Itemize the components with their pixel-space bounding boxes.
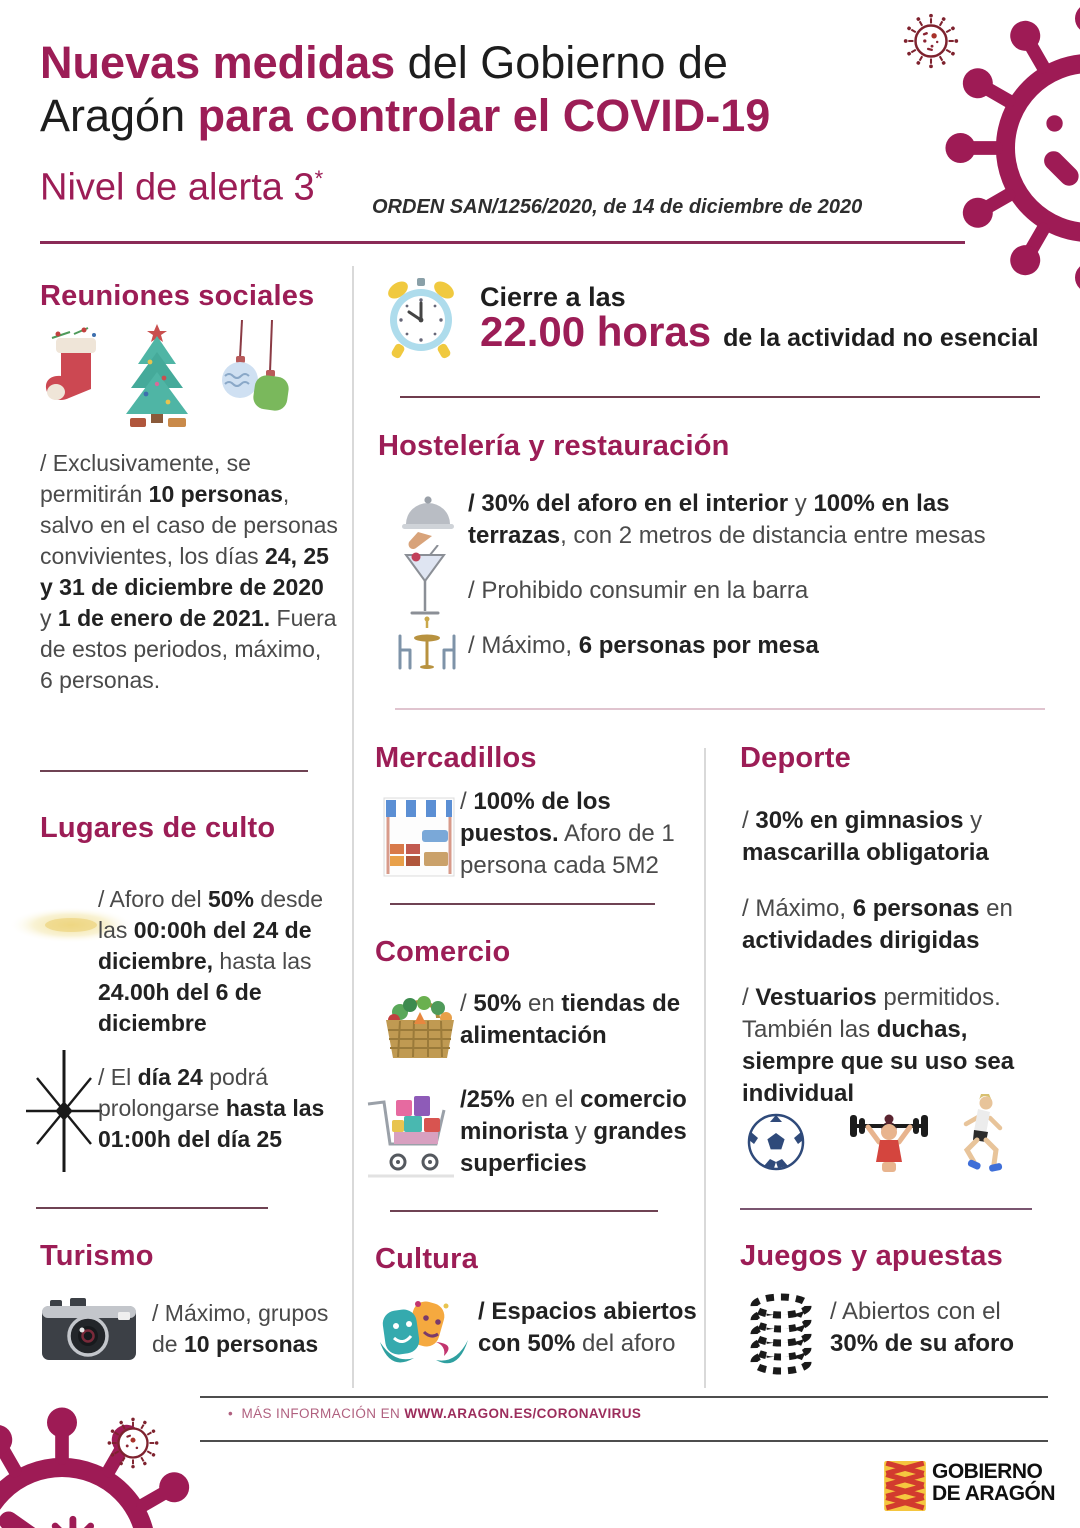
coronavirus-small-bottom-icon (104, 1414, 162, 1472)
deporte-item-2: / Máximo, 6 personas en actividades dirigidas (742, 895, 1013, 954)
section-title-cultura: Cultura (375, 1243, 478, 1275)
footer-divider-top (200, 1396, 1048, 1398)
camera-icon (40, 1296, 140, 1364)
divider (740, 1208, 1032, 1210)
section-title-reuniones: Reuniones sociales (40, 280, 315, 312)
aragon-shield-icon (884, 1461, 926, 1511)
hosteleria-item-1: / 30% del aforo en el interior y 100% en las terrazas, con 2 metros de distancia entre mesas (468, 490, 986, 549)
order-reference: ORDEN SAN/1256/2020, de 14 de diciembre de 2020 (372, 196, 863, 218)
culto-item-2: / El día 24 podrá prolongarse hasta las 01:00h del día 25 (98, 1064, 325, 1152)
section-title-hosteleria: Hostelería y restauración (378, 430, 730, 462)
ornaments-icon (212, 320, 292, 430)
divider (395, 708, 1045, 710)
weightlifter-icon (846, 1106, 932, 1176)
divider (390, 1210, 658, 1212)
turismo-item-1: / Máximo, grupos de 10 personas (152, 1300, 329, 1357)
section-title-juegos: Juegos y apuestas (740, 1240, 1003, 1272)
alert-level: Nivel de alerta 3* (40, 166, 324, 209)
reuniones-text: / Exclusivamente, se permitirán 10 personas, salvo en el caso de personas convivientes, los días 24, 25 y 31 de diciembre de 2020 y 1 de enero de 2021. Fuera de estos periodos, máximo, 6 personas. (40, 450, 338, 693)
table-chairs-icon (392, 616, 462, 674)
divider (390, 903, 655, 905)
closure-line1: Cierre a las (480, 282, 626, 312)
footer-info: • MÁS INFORMACIÓN EN WWW.ARAGON.ES/CORONAVIRUS (228, 1406, 642, 1421)
section-title-culto: Lugares de culto (40, 812, 276, 844)
comercio-item-1: / 50% en tiendas de alimentación (460, 990, 681, 1049)
comercio-item-2: /25% en el comercio minorista y grandes superficies (460, 1086, 687, 1177)
grocery-basket-icon (380, 990, 460, 1064)
column-divider-left (352, 266, 354, 1388)
cultura-item-1: / Espacios abiertos con 50% del aforo (478, 1298, 697, 1357)
market-stall-icon (382, 796, 456, 878)
logo-text: GOBIERNO DE ARAGÓN (932, 1460, 1056, 1505)
divider (40, 770, 308, 772)
section-title-comercio: Comercio (375, 936, 511, 968)
culto-item-1: / Aforo del 50% desde las 00:00h del 24 de diciembre, hasta las 24.00h del 6 de diciembre (98, 886, 324, 1036)
alarm-clock-icon (381, 274, 461, 362)
footer-divider-bottom (200, 1440, 1048, 1442)
coronavirus-large-icon (940, 0, 1080, 298)
divider (36, 1207, 268, 1209)
mercadillos-item-1: / 100% de los puestos. Aforo de 1 persona cada 5M2 (460, 788, 675, 879)
theater-masks-icon (376, 1296, 472, 1372)
page-title: Nuevas medidas del Gobierno de Aragón para controlar el COVID-19 (40, 37, 771, 141)
christmas-tree-icon (118, 322, 196, 432)
runner-icon (952, 1094, 1010, 1178)
soccer-ball-icon (746, 1112, 806, 1172)
star-rays-icon (20, 1048, 108, 1174)
juegos-item-1: / Abiertos con el 30% de su aforo (830, 1298, 1015, 1357)
closure-line2: 22.00 horas de la actividad no esencial (480, 308, 1039, 355)
serving-cloche-icon (398, 488, 458, 552)
section-title-mercadillos: Mercadillos (375, 742, 537, 774)
closure-time: 22.00 horas (480, 308, 712, 355)
poker-chips-icon (746, 1290, 816, 1376)
shopping-cart-icon (366, 1086, 462, 1180)
gobierno-aragon-logo (884, 1461, 1055, 1511)
section-title-deporte: Deporte (740, 742, 851, 774)
hosteleria-item-3: / Máximo, 6 personas por mesa (468, 632, 819, 659)
christmas-stocking-icon (44, 326, 106, 432)
divider (400, 396, 1040, 398)
deporte-item-3: / Vestuarios permitidos. También las duchas, siempre que su uso sea individual (742, 984, 1015, 1107)
hosteleria-item-2: / Prohibido consumir en la barra (468, 577, 809, 604)
section-title-turismo: Turismo (40, 1240, 154, 1272)
footer-url[interactable]: WWW.ARAGON.ES/CORONAVIRUS (404, 1406, 642, 1421)
header-divider (40, 241, 965, 244)
deporte-item-1: / 30% en gimnasios y mascarilla obligatoria (742, 807, 989, 866)
